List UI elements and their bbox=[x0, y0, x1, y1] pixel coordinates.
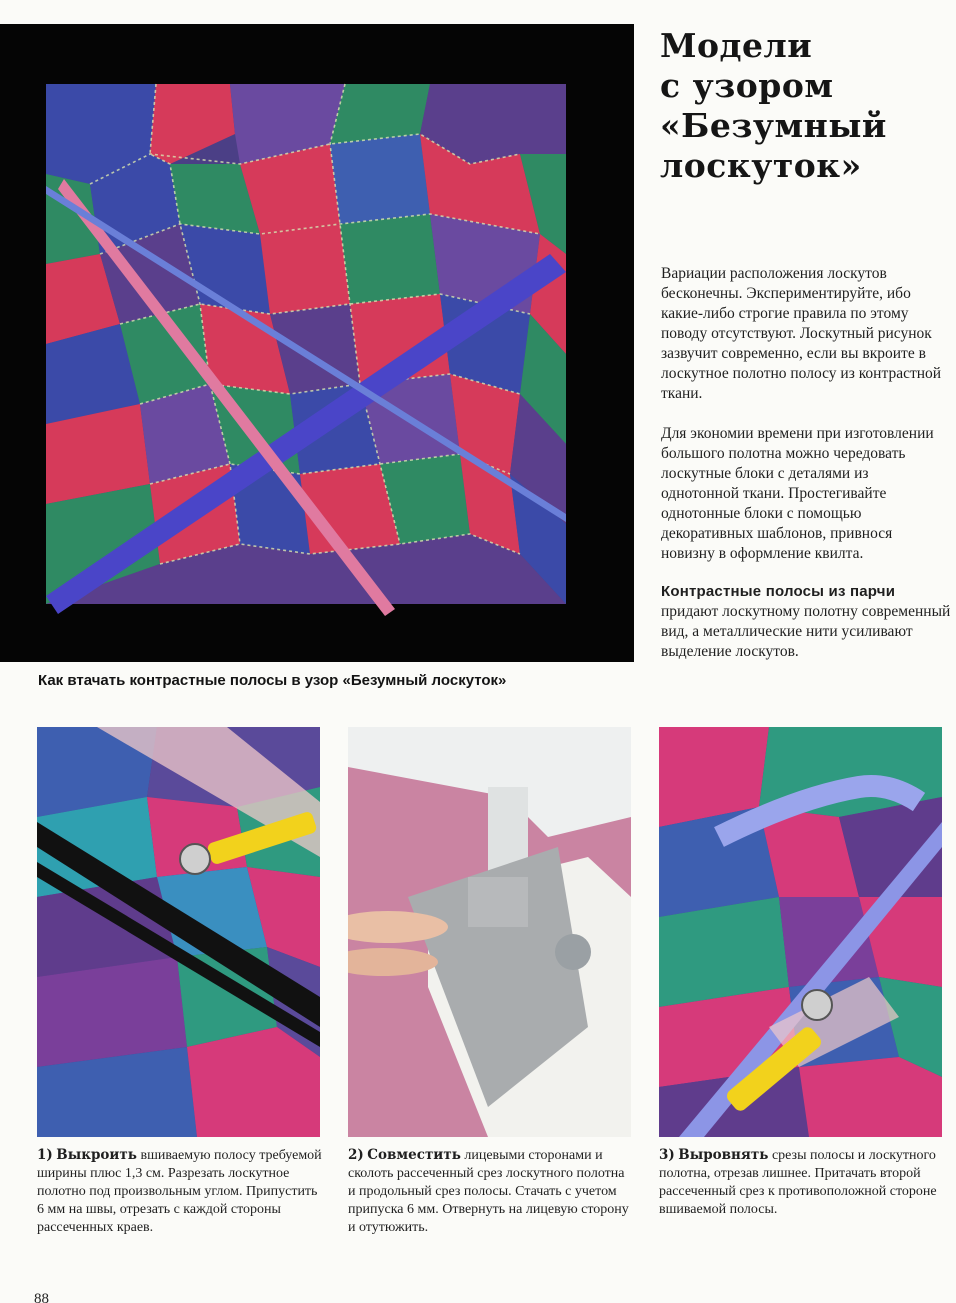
step-3-caption bbox=[659, 1146, 944, 1219]
title-line-2: с узором bbox=[660, 66, 834, 105]
step-1-lead: Выкроить bbox=[56, 1147, 137, 1163]
step-2-text: лицевыми сторонами и сколоть рассеченный срез лоскутного полотна и продольный срез полосы. Стачать с учетом припуска 6 мм. Отвернуть на лицевую сторону и отутюжить. bbox=[348, 1148, 629, 1235]
step-3-lead: Выровнять bbox=[678, 1147, 769, 1163]
step-3-text: срезы полосы и лоскутного полотна, отрезав лишнее. Притачать второй рассеченный срез к противоположной стороне вшиваемой полосы. bbox=[659, 1148, 937, 1217]
step-1-number: 1) bbox=[37, 1147, 53, 1163]
cutting-quilt-illustration bbox=[37, 727, 320, 1137]
step-1-text: вшиваемую полосу требуемой ширины плюс 1,3 см. Разрезать лоскутное полотно под произвольным углом. Припустить 6 мм на швы, отрезать с каждой стороны рассеченных краев. bbox=[37, 1148, 322, 1235]
contrast-strips-text: придают лоскутному полотну современный вид, а металлические нити усиливают выделение лоскутов. bbox=[661, 603, 951, 660]
time-saving-paragraph: Для экономии времени при изготовлении большого полотна можно чередовать лоскутные блоки с деталями из однотонной ткани. Простегивайте однотонные блоки с помощью декоративных шаблонов, привнося новизну в оформление квилта. bbox=[661, 425, 934, 562]
sewing-machine-illustration bbox=[348, 727, 631, 1137]
step-3-photo bbox=[659, 727, 942, 1137]
trimming-strip-illustration bbox=[659, 727, 942, 1137]
title-line-1: Модели bbox=[660, 26, 813, 65]
step-2-number: 2) bbox=[348, 1147, 364, 1163]
page-number: 88 bbox=[34, 1291, 49, 1303]
step-1-caption bbox=[37, 1146, 322, 1237]
crazy-patchwork-quilt-photo bbox=[0, 24, 634, 662]
step-1-photo bbox=[37, 727, 320, 1137]
quilt-patches bbox=[46, 84, 566, 604]
page-title bbox=[660, 26, 950, 186]
step-2-photo bbox=[348, 727, 631, 1137]
section-caption: Как втачать контрастные полосы в узор «Безумный лоскуток» bbox=[38, 672, 507, 689]
step-2-lead: Совместить bbox=[367, 1147, 461, 1163]
step-3-number: 3) bbox=[659, 1147, 675, 1163]
title-line-4: лоскуток» bbox=[660, 146, 862, 185]
contrast-strips-paragraph bbox=[661, 582, 953, 662]
title-line-3: «Безумный bbox=[660, 106, 887, 145]
step-2-caption bbox=[348, 1146, 633, 1237]
quilt-illustration bbox=[0, 24, 634, 662]
intro-paragraph: Вариации расположения лоскутов бесконечны. Экспериментируйте, ибо какие-либо строгие правила по этому поводу отсутствуют. Лоскутный рисунок зазвучит современно, если вы вкроите в лоскутное полотно полосу из контрастной ткани. bbox=[661, 265, 942, 402]
contrast-strips-lead: Контрастные полосы из парчи bbox=[661, 583, 896, 600]
